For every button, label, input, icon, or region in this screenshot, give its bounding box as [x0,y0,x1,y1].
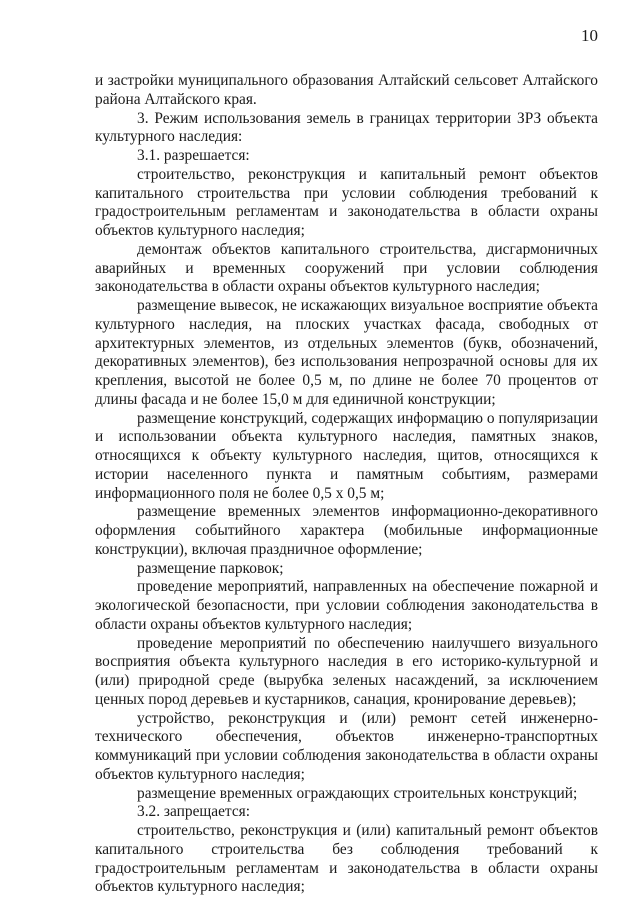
paragraph-temporary-decor: размещение временных элементов информационно-декоративного оформления событийного характера (мобильные информационные конструкции), включая праздничное оформление; [95,503,598,558]
document-body [95,72,598,897]
subsection-3-2-heading: 3.2. запрещается: [137,803,251,821]
paragraph-visual-perception: проведение мероприятий по обеспечению наилучшего визуального восприятия объекта культурного наследия в его историко-культурной и (или) природной среде (вырубка зеленых насаждений, за исключением ценных пород деревьев и кустарников, санация, кронирование деревьев); [95,634,598,708]
section-3-heading: 3. Режим использования земель в границах территории ЗРЗ объекта культурного наследия: [95,109,598,146]
paragraph-parking: размещение парковок; [137,559,284,577]
paragraph-continuation: и застройки муниципального образования Алтайский сельсовет Алтайского района Алтайского края. [95,72,598,108]
paragraph-engineering-networks: устройство, реконструкция и (или) ремонт сетей инженерно-технического обеспечения, объектов инженерно-транспортных коммуникаций при условии соблюдения законодательства в области охраны объектов культурного наследия; [95,709,598,783]
paragraph-demolition: демонтаж объектов капитального строительства, дисгармоничных аварийных и временных сооружений при условии соблюдения законодательства в области охраны объектов культурного наследия; [95,240,598,296]
paragraph-temporary-fencing: размещение временных ограждающих строительных конструкций; [137,784,578,802]
paragraph-info-structures: размещение конструкций, содержащих информацию о популяризации и использовании объекта культурного наследия, памятных знаков, относящихся к объекту культурного наследия, щитов, относящихся к истории населенного пункта и памятным событиям, размерами информационного поля не более 0,5 х 0,5 м; [95,409,598,502]
subsection-3-1-heading: 3.1. разрешается: [137,147,250,164]
paragraph-construction-allowed: строительство, реконструкция и капитальный ремонт объектов капитального строительства при условии соблюдения требований к градостроительным регламентам и законодательства в области охраны объектов культурного наследия; [95,165,598,239]
paragraph-safety-measures: проведение мероприятий, направленных на обеспечение пожарной и экологической безопасности, при условии соблюдения законодательства в области охраны объектов культурного наследия; [95,578,598,633]
paragraph-construction-prohibited: строительство, реконструкция и (или) капитальный ремонт объектов капитального строительства без соблюдения требований к градостроительным регламентам и законодательства в области охраны объектов культурного наследия; [95,822,598,896]
page-number: 10 [581,26,598,45]
paragraph-signage: размещение вывесок, не искажающих визуальное восприятие объекта культурного наследия, на плоских участках фасада, свободных от архитектурных элементов, из отдельных элементов (букв, обозначений, декоративных элементов), без использования непрозрачной основы для их крепления, высотой не более 0,5 м, по длине не более 70 процентов от длины фасада и не более 15,0 м для единичной конструкции; [95,297,598,408]
